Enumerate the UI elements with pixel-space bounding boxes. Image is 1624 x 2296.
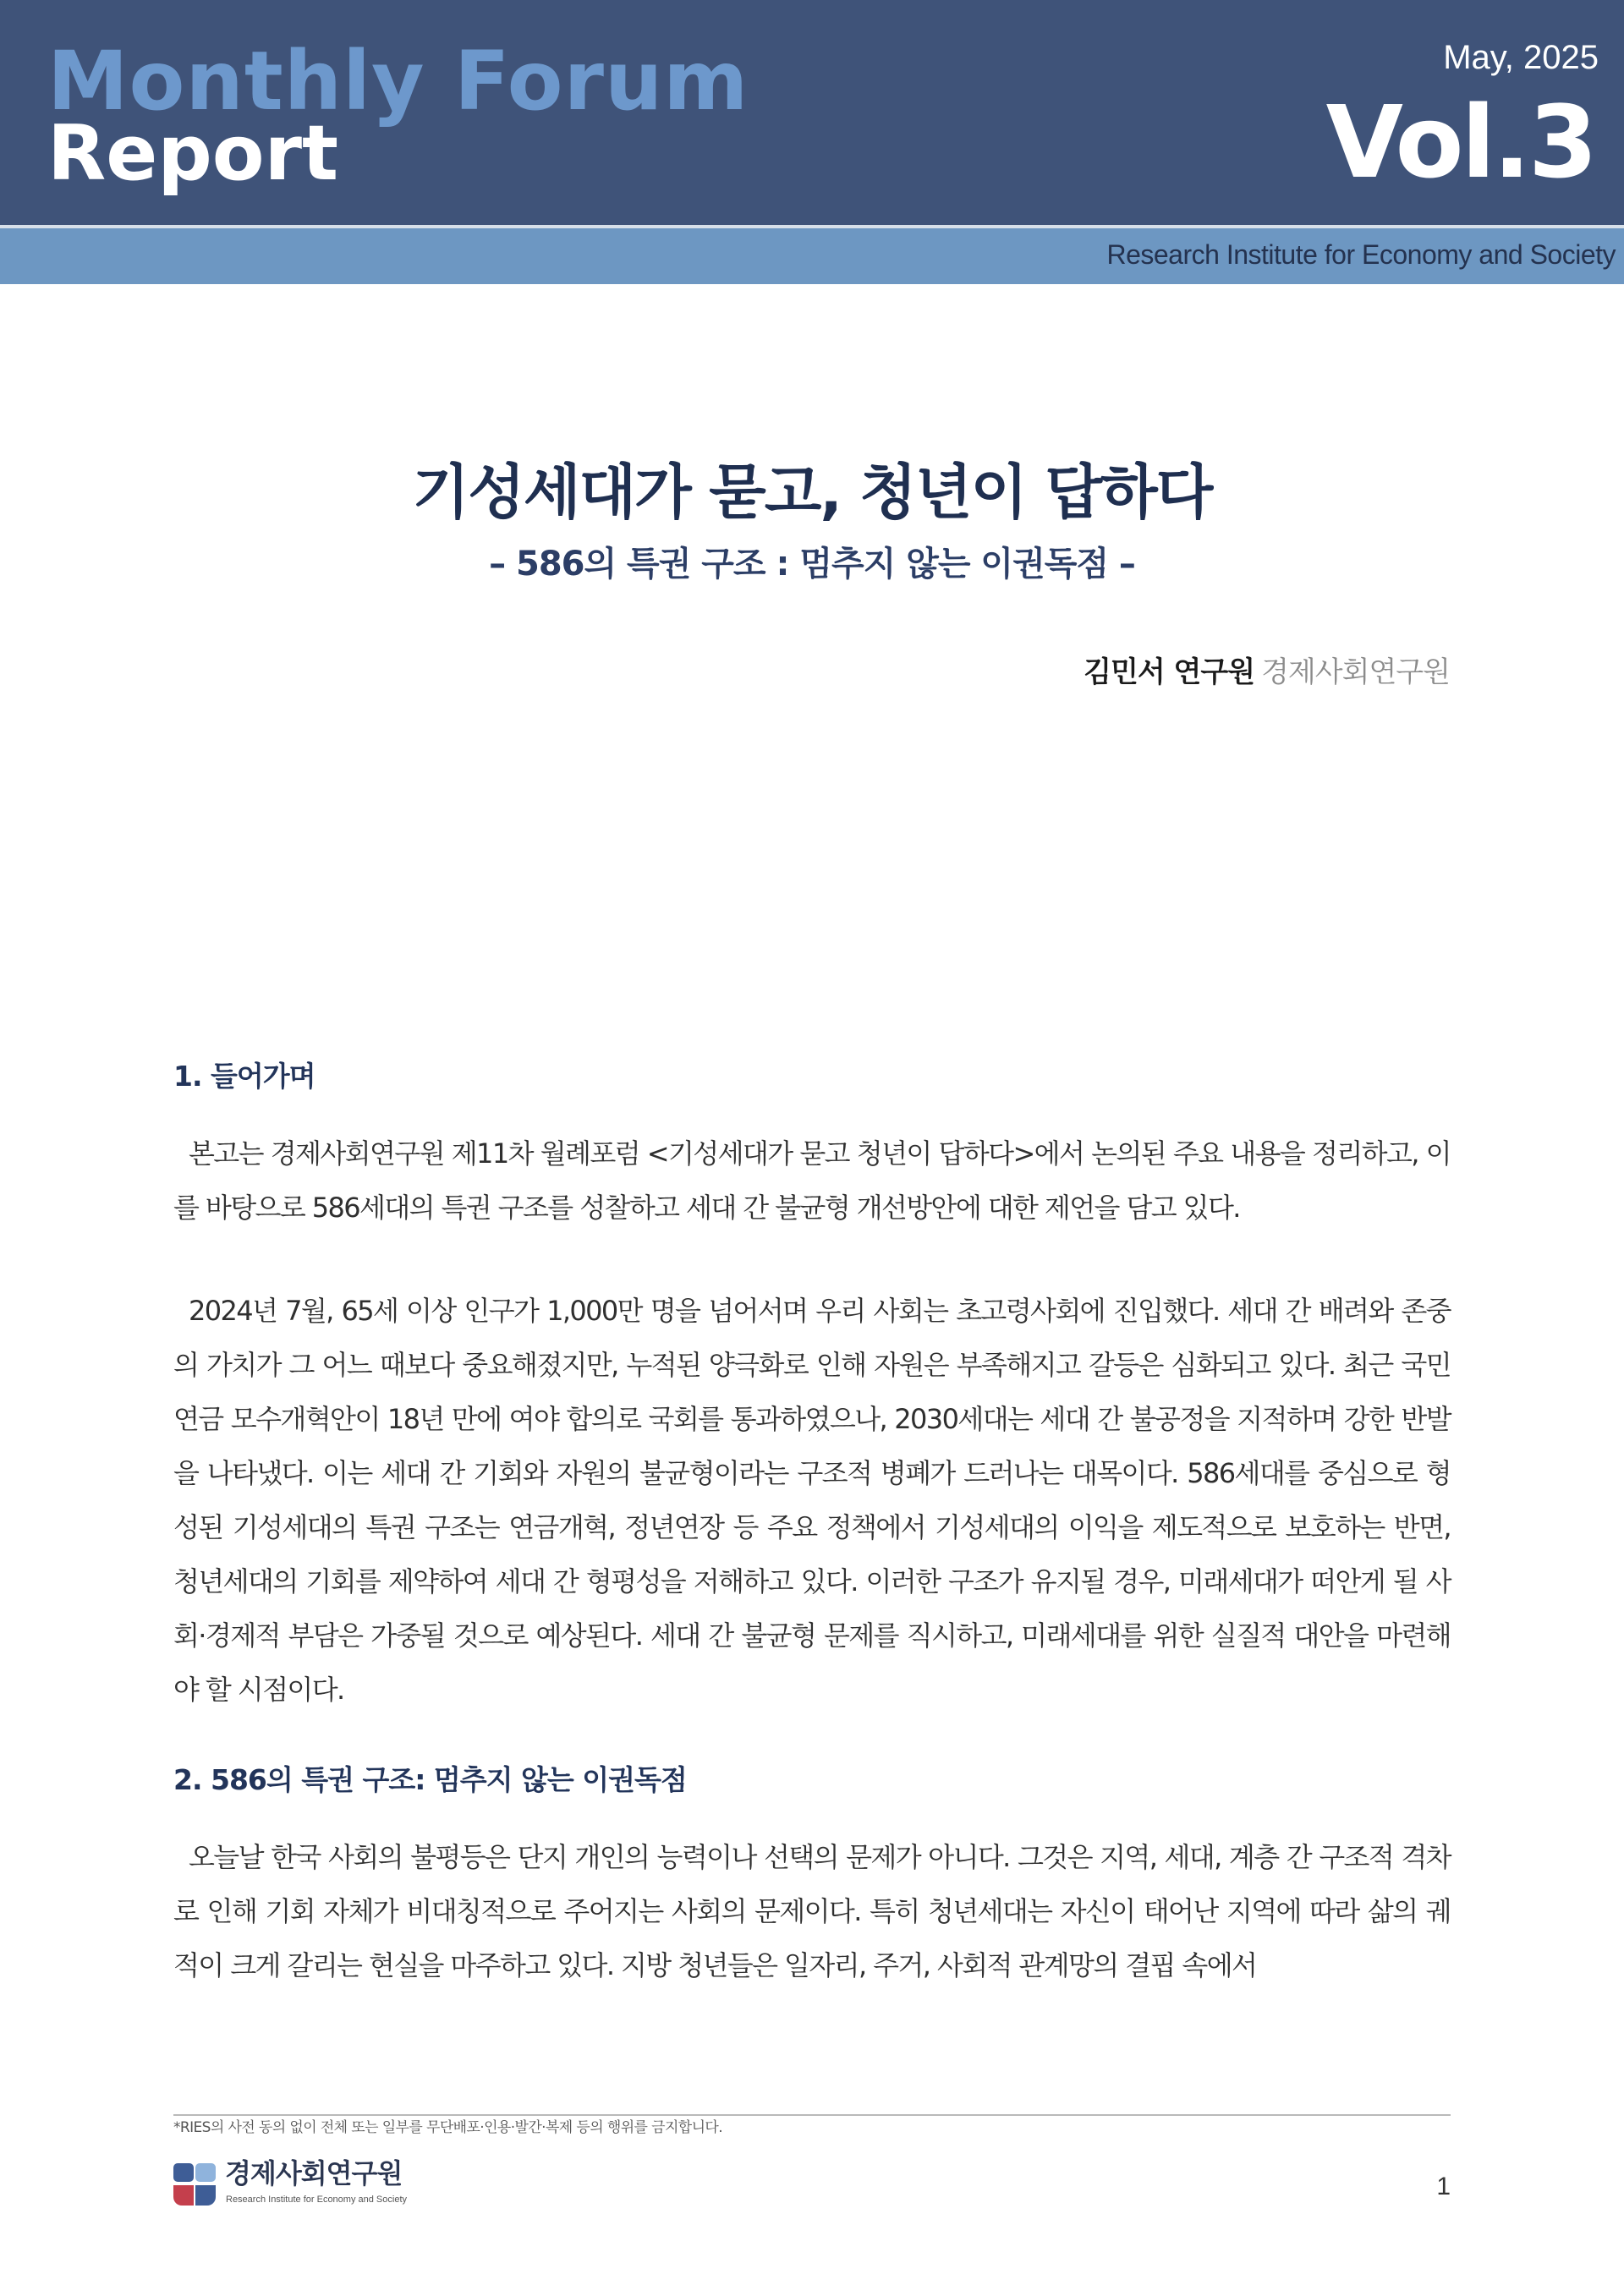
article-subtitle: – 586의 특권 구조 : 멈추지 않는 이권독점 – bbox=[489, 545, 1135, 584]
logo-name-en: Research Institute for Economy and Society bbox=[226, 2195, 407, 2205]
copyright-notice: *RIES의 사전 동의 없이 전체 또는 일부를 무단배포·인용·발간·복제 등의 행위를 금지합니다. bbox=[173, 2119, 723, 2136]
institute-name-en: Research Institute for Economy and Society bbox=[1106, 239, 1616, 270]
page-number: 1 bbox=[1436, 2173, 1451, 2200]
section-heading: 1. 들어가며 bbox=[173, 1060, 315, 1093]
paragraph: 본고는 경제사회연구원 제11차 월례포럼 <기성세대가 묻고 청년이 답하다>에서 논의된 주요 내용을 정리하고, 이를 바탕으로 586세대의 특권 구조를 성찰하고 세대 간 불균형 개선방안에 대한 제언을 담고 있다. bbox=[173, 1137, 1451, 1224]
author-line bbox=[1084, 653, 1450, 692]
section-heading: 2. 586의 특권 구조: 멈추지 않는 이권독점 bbox=[173, 1763, 687, 1796]
footer-divider bbox=[173, 2114, 1451, 2116]
article-title: 기성세대가 묻고, 청년이 답하다 bbox=[412, 458, 1212, 527]
author-org: 경제사회연구원 bbox=[1261, 655, 1450, 689]
issue-volume: Vol.3 bbox=[1325, 84, 1595, 200]
brand-subtitle: Report bbox=[47, 109, 339, 198]
brand-title: Monthly Forum bbox=[47, 34, 749, 129]
issue-date: May, 2025 bbox=[1443, 39, 1599, 76]
article-body bbox=[173, 1057, 1451, 1992]
paragraph: 2024년 7월, 65세 이상 인구가 1,000만 명을 넘어서며 우리 사회는 초고령사회에 진입했다. 세대 간 배려와 존중의 가치가 그 어느 때보다 중요해졌지만, 누적된 양극화로 인해 자원은 부족해지고 갈등은 심화되고 있다. 최근 국민연금 모수개혁안이 18년 만에 여야 합의로 국회를 통과하였으나, 2030세대는 세대 간 불공정을 지적하며 강한 반발을 나타냈다. 이는 세대 간 기회와 자원의 불균형이라는 구조적 병폐가 드러나는 대목이다. 586세대를 중심으로 형성된 기성세대의 특권 구조는 연금개혁, 정년연장 등 주요 정책에서 기성세대의 이익을 제도적으로 보호하는 반면, 청년세대의 기회를 제약하여 세대 간 형평성을 저해하고 있다. 이러한 구조가 유지될 경우, 미래세대가 떠안게 될 사회·경제적 부담은 가중될 것으로 예상된다. 세대 간 불균형 문제를 직시하고, 미래세대를 위한 실질적 대안을 마련해야 할 시점이다. bbox=[173, 1295, 1451, 1706]
paragraph: 오늘날 한국 사회의 불평등은 단지 개인의 능력이나 선택의 문제가 아니다. 그것은 지역, 세대, 계층 간 구조적 격차로 인해 기회 자체가 비대칭적으로 주어지는 사회의 문제이다. 특히 청년세대는 자신이 태어난 지역에 따라 삶의 궤적이 크게 갈리는 현실을 마주하고 있다. 지방 청년들은 일자리, 주거, 사회적 관계망의 결핍 속에서 bbox=[173, 1841, 1451, 1981]
author-name: 김민서 연구원 bbox=[1084, 655, 1255, 689]
institute-logo-icon bbox=[173, 2162, 216, 2207]
logo-name-ko: 경제사회연구원 bbox=[225, 2157, 403, 2189]
